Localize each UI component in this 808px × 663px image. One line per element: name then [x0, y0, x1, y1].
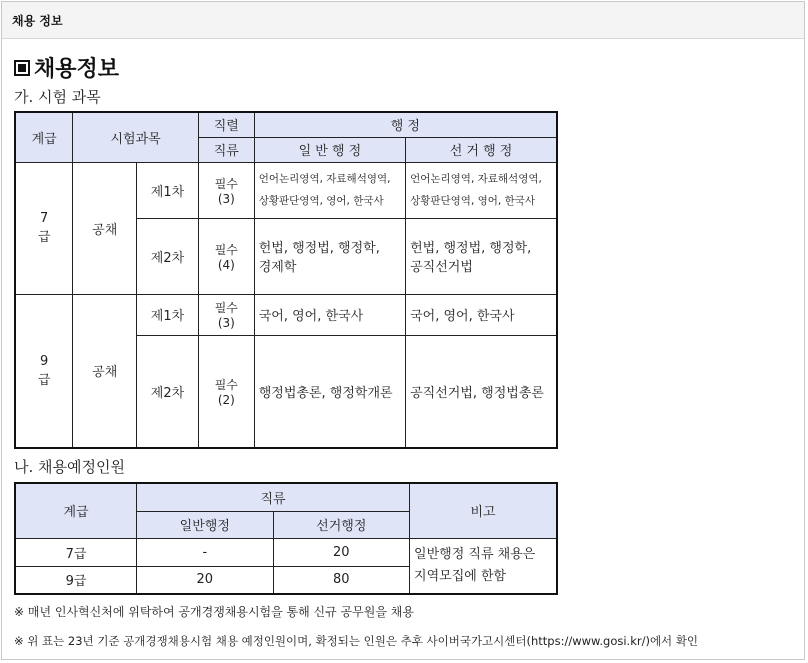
round-1-9: 제1차	[137, 294, 199, 335]
hc-row-grade: 7급	[15, 538, 137, 566]
hc-row-grade: 9급	[15, 566, 137, 594]
cell-9-2-general: 행정법총론, 행정학개론	[254, 335, 405, 448]
exam-subjects-table	[14, 111, 558, 449]
hc-header-general: 일반행정	[137, 511, 274, 538]
hc-remark: 일반행정 직류 채용은 지역모집에 한함	[410, 538, 557, 594]
grade-7: 7 급	[15, 162, 73, 294]
page-title	[14, 52, 119, 83]
round-2-9: 제2차	[137, 335, 199, 448]
headcount-table	[14, 482, 558, 595]
page-title-text: 채용정보	[34, 57, 120, 82]
cell-9-2-election: 공직선거법, 행정법총론	[406, 335, 557, 448]
required-7-2: 필수 (4)	[198, 218, 254, 294]
hc-row-election: 80	[273, 566, 410, 594]
required-9-2: 필수 (2)	[198, 335, 254, 448]
section-label-headcount: 나. 채용예정인원	[14, 458, 125, 476]
header-grade: 계급	[15, 112, 73, 162]
header-job-series: 직렬	[198, 112, 254, 137]
note-2: ※ 위 표는 23년 기준 공개경쟁채용시험 채용 예정인원이며, 확정되는 인원은 추후 사이버국가고시센터(https://www.gosi.kr/)에서 확인	[14, 634, 699, 648]
hc-row-election: 20	[273, 538, 410, 566]
cell-7-1-election: 언어논리영역, 자료해석영역, 상황판단영역, 영어, 한국사	[406, 162, 557, 218]
header-admin: 행 정	[254, 112, 557, 137]
cell-7-2-election: 헌법, 행정법, 행정학, 공직선거법	[406, 218, 557, 294]
open-recruit-7: 공채	[73, 162, 137, 294]
cell-7-2-general: 헌법, 행정법, 행정학, 경제학	[254, 218, 405, 294]
hc-header-remark: 비고	[410, 483, 557, 538]
hc-header-grade: 계급	[15, 483, 137, 538]
cell-7-1-general: 언어논리영역, 자료해석영역, 상황판단영역, 영어, 한국사	[254, 162, 405, 218]
hc-row-general: -	[137, 538, 274, 566]
open-recruit-9: 공채	[73, 294, 137, 448]
header-subjects: 시험과목	[73, 112, 199, 162]
required-7-1: 필수 (3)	[198, 162, 254, 218]
header-general: 일 반 행 정	[254, 137, 405, 162]
cell-9-1-election: 국어, 영어, 한국사	[406, 294, 557, 335]
round-1-7: 제1차	[137, 162, 199, 218]
required-9-1: 필수 (3)	[198, 294, 254, 335]
header-election: 선 거 행 정	[406, 137, 557, 162]
grade-9: 9 급	[15, 294, 73, 448]
header-job-type: 직류	[198, 137, 254, 162]
note-1: ※ 매년 인사혁신처에 위탁하여 공개경쟁채용시험을 통해 신규 공무원을 채용	[14, 605, 414, 619]
hc-header-election: 선거행정	[273, 511, 410, 538]
header-title: 채용 정보	[12, 14, 63, 28]
square-bullet-icon	[14, 60, 30, 76]
hc-row-general: 20	[137, 566, 274, 594]
cell-9-1-general: 국어, 영어, 한국사	[254, 294, 405, 335]
hc-header-job-type: 직류	[137, 483, 410, 511]
section-label-subjects: 가. 시험 과목	[14, 88, 101, 106]
round-2-7: 제2차	[137, 218, 199, 294]
header-bar	[2, 2, 804, 39]
